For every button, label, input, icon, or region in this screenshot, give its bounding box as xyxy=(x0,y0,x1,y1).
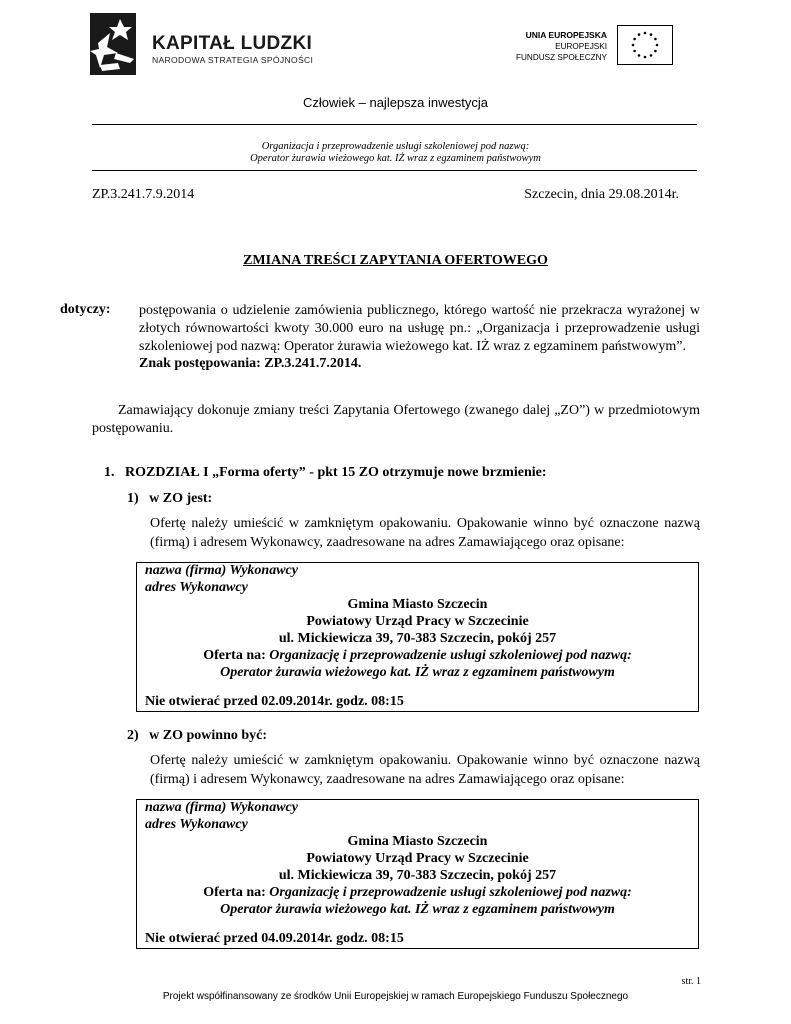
box-address: ul. Mickiewicza 39, 70-383 Szczecin, pokój 257 xyxy=(278,631,557,646)
eu-flag-icon xyxy=(617,25,673,65)
subsection-2-heading: 2) w ZO powinno być: xyxy=(127,728,268,743)
envelope-box-current xyxy=(136,562,699,712)
concerns-text: postępowania o udzielenie zamówienia publicznego, którego wartość nie przekracza wyrażonej w złotych równowartości kwoty 30.000 euro na usługę pn.: „Organizacja i przeprowadzenie usługi szkoleniowej pod nazwą: Operator żurawia wieżowego kat. IŻ wraz z egzaminem państwowym”. xyxy=(139,303,700,354)
box-contractor-name: nazwa (firma) Wykonawcy xyxy=(145,800,298,815)
box-offer xyxy=(137,885,698,901)
box-office: Powiatowy Urząd Pracy w Szczecinie xyxy=(306,614,529,629)
eu-label-line3: FUNDUSZ SPOŁECZNY xyxy=(516,53,607,62)
header-divider-bottom xyxy=(92,170,697,171)
eu-label-line1: UNIA EUROPEJSKA xyxy=(525,30,607,40)
box-contractor-address: adres Wykonawcy xyxy=(145,817,248,832)
kapital-ludzki-subtitle: NARODOWA STRATEGIA SPÓJNOŚCI xyxy=(152,55,314,65)
box-recipient: Gmina Miasto Szczecin xyxy=(347,597,488,612)
place-date: Szczecin, dnia 29.08.2014r. xyxy=(524,187,679,202)
box-office: Powiatowy Urząd Pracy w Szczecinie xyxy=(306,851,529,866)
envelope-box-corrected xyxy=(136,799,699,949)
concerns-label: dotyczy: xyxy=(60,302,111,317)
subsection-1-heading: 1) w ZO jest: xyxy=(127,491,213,506)
eu-label-line2: EUROPEJSKI xyxy=(555,42,607,51)
box-deadline: Nie otwierać przed 04.09.2014r. godz. 08:15 xyxy=(145,931,404,946)
box-contractor-address: adres Wykonawcy xyxy=(145,580,248,595)
motto: Człowiek – najlepsza inwestycja xyxy=(303,95,488,110)
box-offer-text: Organizację i przeprowadzenie usługi szkoleniowej pod nazwą: xyxy=(269,885,632,900)
box-deadline: Nie otwierać przed 02.09.2014r. godz. 08:15 xyxy=(145,694,404,709)
page-number: str. 1 xyxy=(681,976,701,987)
box-offer-text: Organizację i przeprowadzenie usługi szkoleniowej pod nazwą: xyxy=(269,648,632,663)
box-address: ul. Mickiewicza 39, 70-383 Szczecin, pokój 257 xyxy=(278,868,557,883)
box-offer-label: Oferta na: xyxy=(203,648,270,663)
kapital-ludzki-title: KAPITAŁ LUDZKI xyxy=(152,33,313,54)
box-offer-label: Oferta na: xyxy=(203,885,270,900)
intro-paragraph: Zamawiający dokonuje zmiany treści Zapytania Ofertowego (zwanego dalej „ZO”) w przedmiotowym postępowaniu. xyxy=(92,403,700,436)
kapital-ludzki-logo-icon xyxy=(90,13,136,75)
course-title-line2: Operator żurawia wieżowego kat. IŻ wraz z egzaminem państwowym xyxy=(250,153,541,164)
box-offer-text-2: Operator żurawia wieżowego kat. IŻ wraz z egzaminem państwowym xyxy=(220,902,615,917)
subsection-1-paragraph: Ofertę należy umieścić w zamkniętym opakowaniu. Opakowanie winno być oznaczone nazwą (firmą) i adresem Wykonawcy, zaadresowane na adres Zamawiającego oraz opisane: xyxy=(150,516,700,550)
section-1-heading: 1. ROZDZIAŁ I „Forma oferty” - pkt 15 ZO otrzymuje nowe brzmienie: xyxy=(104,465,547,480)
document-title: ZMIANA TREŚCI ZAPYTANIA OFERTOWEGO xyxy=(243,253,548,268)
box-recipient: Gmina Miasto Szczecin xyxy=(347,834,488,849)
box-offer-text-2: Operator żurawia wieżowego kat. IŻ wraz z egzaminem państwowym xyxy=(220,665,615,680)
course-title-line1: Organizacja i przeprowadzenie usługi szkoleniowej pod nazwą: xyxy=(261,141,530,152)
concerns-reference: Znak postępowania: ZP.3.241.7.2014. xyxy=(139,356,362,371)
subsection-2-paragraph: Ofertę należy umieścić w zamkniętym opakowaniu. Opakowanie winno być oznaczone nazwą (firmą) i adresem Wykonawcy, zaadresowane na adres Zamawiającego oraz opisane: xyxy=(150,753,700,787)
header-divider xyxy=(92,124,697,125)
box-offer xyxy=(137,648,698,664)
footer-text: Projekt współfinansowany ze środków Unii Europejskiej w ramach Europejskiego Funduszu Społecznego xyxy=(162,991,629,1002)
reference-number: ZP.3.241.7.9.2014 xyxy=(92,187,195,202)
box-contractor-name: nazwa (firma) Wykonawcy xyxy=(145,563,298,578)
